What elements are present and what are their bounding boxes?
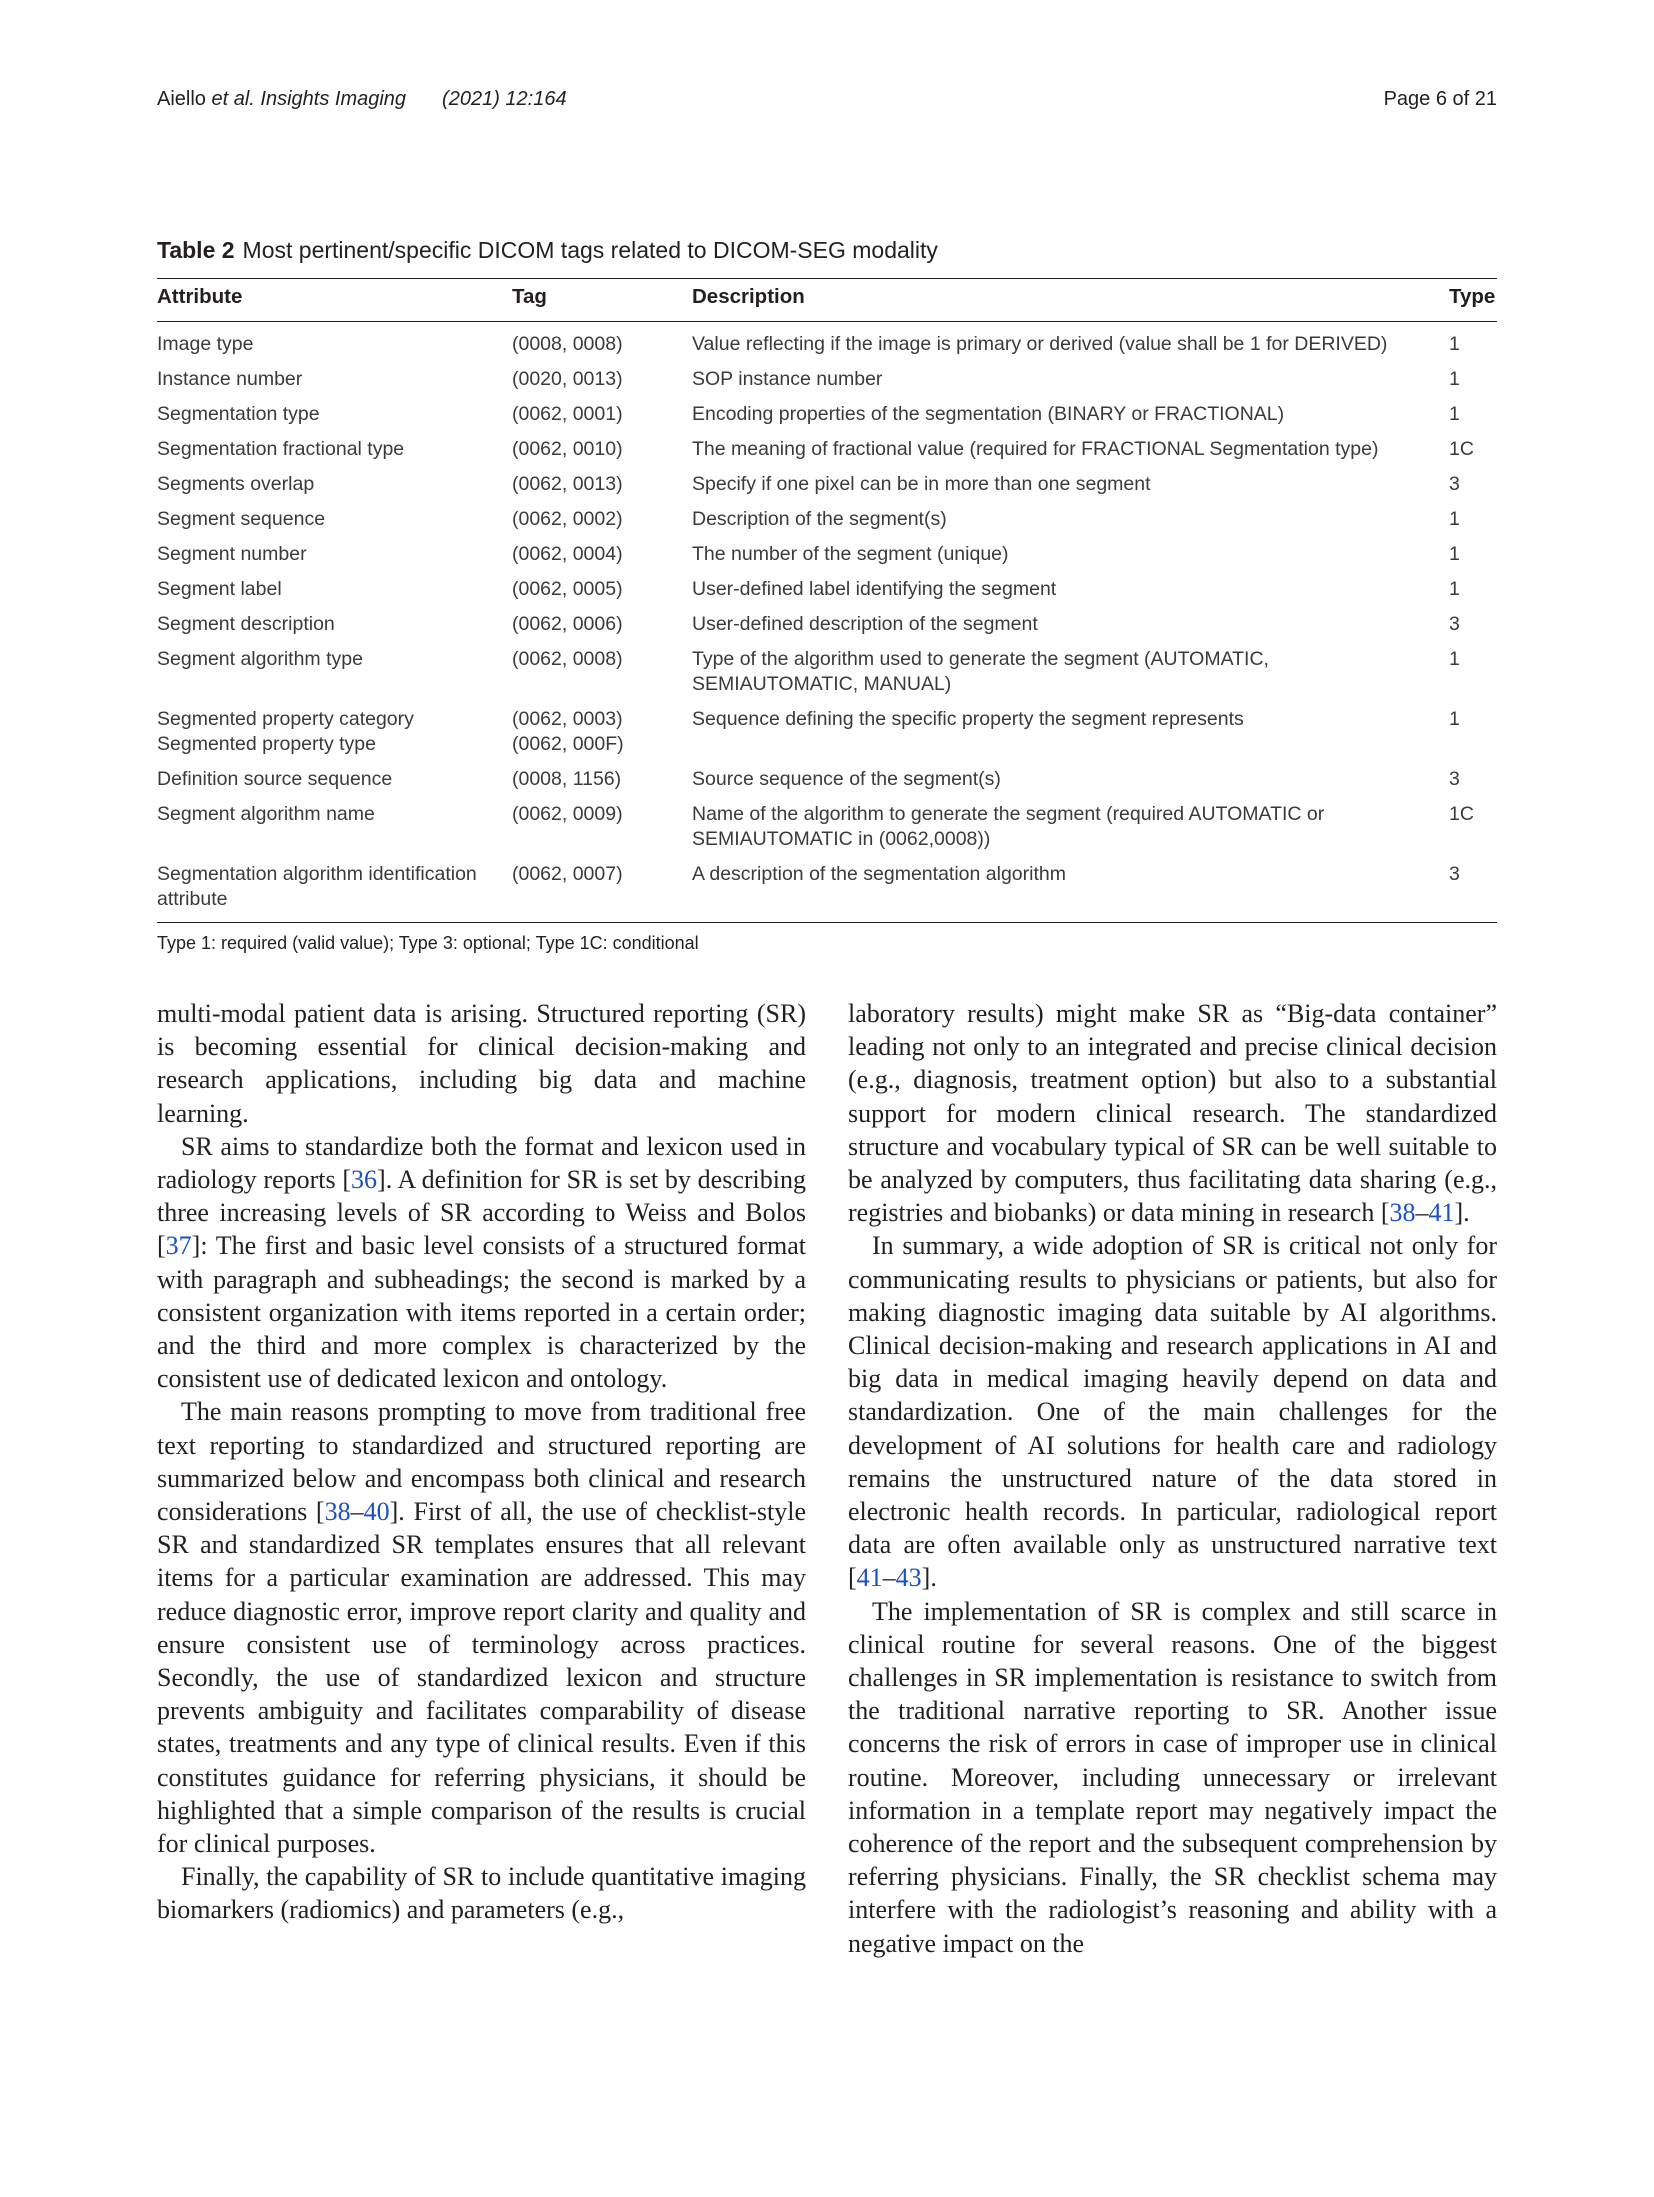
- description-cell: [692, 505, 1449, 540]
- table-row: [157, 705, 1497, 765]
- tag-cell: [512, 705, 692, 765]
- attribute-cell: [157, 610, 512, 645]
- tag-text: (0062, 0004): [512, 543, 623, 565]
- tag-text: (0062, 0003): [512, 708, 623, 730]
- tag-cell: [512, 505, 692, 540]
- tag-text: (0008, 0008): [512, 333, 623, 355]
- attribute-text: Segment algorithm name: [157, 803, 375, 825]
- paragraph: [157, 1395, 806, 1860]
- header-description: Description: [692, 279, 1449, 322]
- attribute-text: Image type: [157, 333, 254, 355]
- attribute-text: Definition source sequence: [157, 768, 393, 790]
- type-cell: [1449, 800, 1497, 860]
- type-cell: [1449, 400, 1497, 435]
- paragraph-text: ]: The first and basic level consists of a structured format with paragraph and subheadings; the second is marked by a consistent organization with items reported in a certain order; and the third and more complex is characterized by the consistent use of dedicated lexicon and ontology.: [157, 1231, 806, 1394]
- type-cell: [1449, 505, 1497, 540]
- table-row: [157, 540, 1497, 575]
- tag-cell: [512, 540, 692, 575]
- table-row: [157, 610, 1497, 645]
- tag-cell: [512, 322, 692, 366]
- description-text: The meaning of fractional value (required for FRACTIONAL Segmentation type): [692, 438, 1379, 460]
- left-column: [157, 997, 806, 1927]
- tag-cell: [512, 575, 692, 610]
- paragraph: [157, 1130, 806, 1396]
- authors: Aiello: [157, 88, 206, 110]
- attribute-cell: [157, 470, 512, 505]
- type-cell: [1449, 365, 1497, 400]
- citation: [157, 88, 567, 111]
- attribute-cell: [157, 645, 512, 705]
- tag-text: (0020, 0013): [512, 368, 623, 390]
- tag-cell: [512, 435, 692, 470]
- type-text: 1: [1449, 708, 1460, 730]
- type-cell: [1449, 765, 1497, 800]
- tag-text: (0062, 0007): [512, 863, 623, 885]
- table-row: [157, 470, 1497, 505]
- attribute-text: Segment algorithm type: [157, 648, 363, 670]
- paragraph-text: The main reasons prompting to move from traditional free text reporting to standardized and structured reporting are summarized below and encompass both clinical and research considerations [: [157, 1397, 806, 1527]
- description-cell: [692, 575, 1449, 610]
- type-text: 1C: [1449, 803, 1474, 825]
- description-cell: [692, 540, 1449, 575]
- attribute-text: Segmentation type: [157, 403, 320, 425]
- description-text: Sequence defining the specific property the segment represents: [692, 708, 1244, 730]
- paragraph-text: laboratory results) might make SR as “Big-data container” leading not only to an integrated and precise clinical decision (e.g., diagnosis, treatment option) but also to a substantial support for modern clinical research. The standardized structure and vocabulary typical of SR can be well suitable to be analyzed by computers, thus facilitating data sharing (e.g., registries and biobanks) or data mining in research [: [848, 999, 1497, 1228]
- reference-link[interactable]: 43: [895, 1563, 922, 1593]
- year-volume: (2021) 12:164: [442, 88, 567, 110]
- type-cell: [1449, 470, 1497, 505]
- type-cell: [1449, 435, 1497, 470]
- reference-link[interactable]: 38: [324, 1497, 351, 1527]
- paragraph-text: In summary, a wide adoption of SR is critical not only for communicating results to physicians or patients, but also for making diagnostic imaging data suitable by AI algorithms. Clinical decision-making and research applications in AI and big data in medical imaging heavily depend on data and standardization. One of the main challenges for the development of AI solutions for health care and radiology remains the unstructured nature of the data stored in electronic health records. In particular, radiological report data are often available only as unstructured narrative text [: [848, 1231, 1497, 1593]
- table-header-row: [157, 279, 1497, 322]
- description-text: The number of the segment (unique): [692, 543, 1009, 565]
- type-cell: [1449, 610, 1497, 645]
- reference-link[interactable]: 38: [1389, 1198, 1416, 1228]
- type-text: 3: [1449, 768, 1460, 790]
- header-attribute: Attribute: [157, 279, 512, 322]
- type-text: 1: [1449, 543, 1460, 565]
- attribute-text: Instance number: [157, 368, 303, 390]
- tag-cell: [512, 860, 692, 923]
- type-text: 1C: [1449, 438, 1474, 460]
- paragraph-text: ]. First of all, the use of checklist-style SR and standardized SR templates ensures that all relevant items for a particular examination are addressed. This may reduce diagnostic error, improve report clarity and quality and ensure consistent use of terminology across practices. Secondly, the use of standardized lexicon and structure prevents ambiguity and facilitates comparability of disease states, treatments and any type of clinical results. Even if this constitutes guidance for referring physicians, it should be highlighted that a simple comparison of the results is crucial for clinical purposes.: [157, 1497, 807, 1859]
- description-text: Encoding properties of the segmentation (BINARY or FRACTIONAL): [692, 403, 1285, 425]
- type-text: 3: [1449, 863, 1460, 885]
- paragraph: [848, 1595, 1497, 1960]
- paragraph-text: ].: [921, 1563, 937, 1593]
- tag-cell: [512, 610, 692, 645]
- type-cell: [1449, 860, 1497, 923]
- table-row: [157, 645, 1497, 705]
- tag-cell: [512, 645, 692, 705]
- paragraph: [848, 1229, 1497, 1594]
- attribute-text: Segment number: [157, 543, 307, 565]
- reference-link[interactable]: 41: [856, 1563, 883, 1593]
- table-row: [157, 765, 1497, 800]
- attribute-cell: [157, 705, 512, 765]
- tag-cell: [512, 765, 692, 800]
- tag-cell: [512, 400, 692, 435]
- tag-text: (0062, 0005): [512, 578, 623, 600]
- table-row: [157, 575, 1497, 610]
- tag-cell: [512, 365, 692, 400]
- table-caption-text: Most pertinent/specific DICOM tags related to DICOM-SEG modality: [242, 237, 938, 263]
- table-2: [157, 237, 1497, 954]
- right-column: [848, 997, 1497, 1960]
- paragraph-text: –: [882, 1563, 896, 1593]
- tag-text: (0008, 1156): [512, 768, 622, 790]
- tag-text: (0062, 000F): [512, 733, 624, 755]
- table-row: [157, 860, 1497, 923]
- tag-text: (0062, 0010): [512, 438, 623, 460]
- attribute-text: Segment description: [157, 613, 335, 635]
- table-row: [157, 435, 1497, 470]
- reference-link[interactable]: 40: [363, 1497, 390, 1527]
- reference-link[interactable]: 37: [165, 1231, 192, 1261]
- description-cell: [692, 800, 1449, 860]
- tag-text: (0062, 0001): [512, 403, 623, 425]
- paragraph: [848, 997, 1497, 1229]
- type-text: 1: [1449, 333, 1460, 355]
- type-text: 1: [1449, 648, 1460, 670]
- attribute-text: Segment label: [157, 578, 282, 600]
- dicom-tags-table: [157, 278, 1497, 923]
- page-number: Page 6 of 21: [1383, 88, 1497, 110]
- tag-cell: [512, 800, 692, 860]
- attribute-cell: [157, 400, 512, 435]
- type-text: 1: [1449, 508, 1460, 530]
- tag-cell: [512, 470, 692, 505]
- type-cell: [1449, 540, 1497, 575]
- type-text: 3: [1449, 613, 1460, 635]
- running-head: [157, 88, 1497, 118]
- paragraph-text: SR aims to standardize both the format and lexicon used in radiology reports [: [157, 1131, 806, 1195]
- table-row: [157, 322, 1497, 366]
- attribute-text: Segmented property type: [157, 733, 376, 755]
- description-text: Specify if one pixel can be in more than one segment: [692, 473, 1151, 495]
- tag-text: (0062, 0008): [512, 648, 623, 670]
- type-cell: [1449, 575, 1497, 610]
- description-text: Name of the algorithm to generate the segment (required AUTOMATIC or SEMIAUTOMATIC in (0062,0008)): [692, 803, 1325, 850]
- table-row: [157, 365, 1497, 400]
- table-row: [157, 505, 1497, 540]
- attribute-cell: [157, 575, 512, 610]
- paragraph-text: The implementation of SR is complex and still scarce in clinical routine for several reasons. One of the biggest challenges in SR implementation is resistance to switch from the traditional narrative reporting to SR. Another issue concerns the risk of errors in case of improper use in clinical routine. Moreover, including unnecessary or irrelevant information in a template report may negatively impact the coherence of the report and the subsequent comprehension by referring physicians. Finally, the SR checklist schema may interfere with the radiologist’s reasoning and ability with a negative impact on the: [848, 1596, 1497, 1958]
- attribute-text: Segments overlap: [157, 473, 315, 495]
- description-cell: [692, 645, 1449, 705]
- description-cell: [692, 400, 1449, 435]
- description-cell: [692, 705, 1449, 765]
- tag-text: (0062, 0009): [512, 803, 623, 825]
- attribute-cell: [157, 540, 512, 575]
- description-text: A description of the segmentation algorithm: [692, 863, 1066, 885]
- type-cell: [1449, 322, 1497, 366]
- description-cell: [692, 765, 1449, 800]
- table-row: [157, 800, 1497, 860]
- description-cell: [692, 470, 1449, 505]
- attribute-cell: [157, 860, 512, 923]
- type-text: 1: [1449, 368, 1460, 390]
- description-text: User-defined description of the segment: [692, 613, 1038, 635]
- type-cell: [1449, 705, 1497, 765]
- et-al: et al.: [211, 88, 255, 110]
- journal-name: Insights Imaging: [260, 88, 407, 110]
- attribute-cell: [157, 505, 512, 540]
- description-cell: [692, 610, 1449, 645]
- table-row: [157, 400, 1497, 435]
- paragraph-text: ]. A definition for SR is set by describing three increasing levels of SR according to Weiss and Bolos [: [157, 1165, 806, 1261]
- paragraph-text: –: [1415, 1198, 1429, 1228]
- description-text: SOP instance number: [692, 368, 883, 390]
- attribute-cell: [157, 435, 512, 470]
- type-text: 1: [1449, 403, 1460, 425]
- attribute-cell: [157, 800, 512, 860]
- header-type: Type: [1449, 279, 1497, 322]
- tag-text: (0062, 0013): [512, 473, 623, 495]
- attribute-cell: [157, 365, 512, 400]
- paragraph: [157, 997, 806, 1130]
- description-cell: [692, 860, 1449, 923]
- header-tag: Tag: [512, 279, 692, 322]
- table-footnote: Type 1: required (valid value); Type 3: optional; Type 1C: conditional: [157, 933, 699, 953]
- paragraph: [157, 1860, 806, 1926]
- description-text: Description of the segment(s): [692, 508, 947, 530]
- attribute-text: Segment sequence: [157, 508, 326, 530]
- type-text: 3: [1449, 473, 1460, 495]
- attribute-cell: [157, 765, 512, 800]
- table-label: Table 2: [157, 237, 235, 263]
- tag-text: (0062, 0002): [512, 508, 623, 530]
- type-text: 1: [1449, 578, 1460, 600]
- description-text: User-defined label identifying the segment: [692, 578, 1057, 600]
- attribute-text: Segmented property category: [157, 708, 414, 730]
- description-cell: [692, 365, 1449, 400]
- tag-text: (0062, 0006): [512, 613, 623, 635]
- description-text: Source sequence of the segment(s): [692, 768, 1001, 790]
- attribute-cell: [157, 322, 512, 366]
- paragraph-text: multi-modal patient data is arising. Structured reporting (SR) is becoming essential for clinical decision-making and research applications, including big data and machine learning.: [157, 999, 806, 1128]
- attribute-text: Segmentation fractional type: [157, 438, 405, 460]
- type-cell: [1449, 645, 1497, 705]
- description-text: Type of the algorithm used to generate the segment (AUTOMATIC, SEMIAUTOMATIC, MANUAL): [692, 648, 1269, 695]
- paragraph-text: –: [350, 1497, 364, 1527]
- description-cell: [692, 435, 1449, 470]
- table-caption: [157, 237, 1497, 264]
- reference-link[interactable]: 41: [1428, 1198, 1455, 1228]
- paragraph-text: Finally, the capability of SR to include quantitative imaging biomarkers (radiomics) and parameters (e.g.,: [157, 1862, 806, 1925]
- attribute-text: Segmentation algorithm identification attribute: [157, 863, 477, 910]
- paragraph-text: ].: [1454, 1198, 1470, 1228]
- reference-link[interactable]: 36: [351, 1165, 378, 1195]
- description-text: Value reflecting if the image is primary or derived (value shall be 1 for DERIVED): [692, 333, 1388, 355]
- description-cell: [692, 322, 1449, 366]
